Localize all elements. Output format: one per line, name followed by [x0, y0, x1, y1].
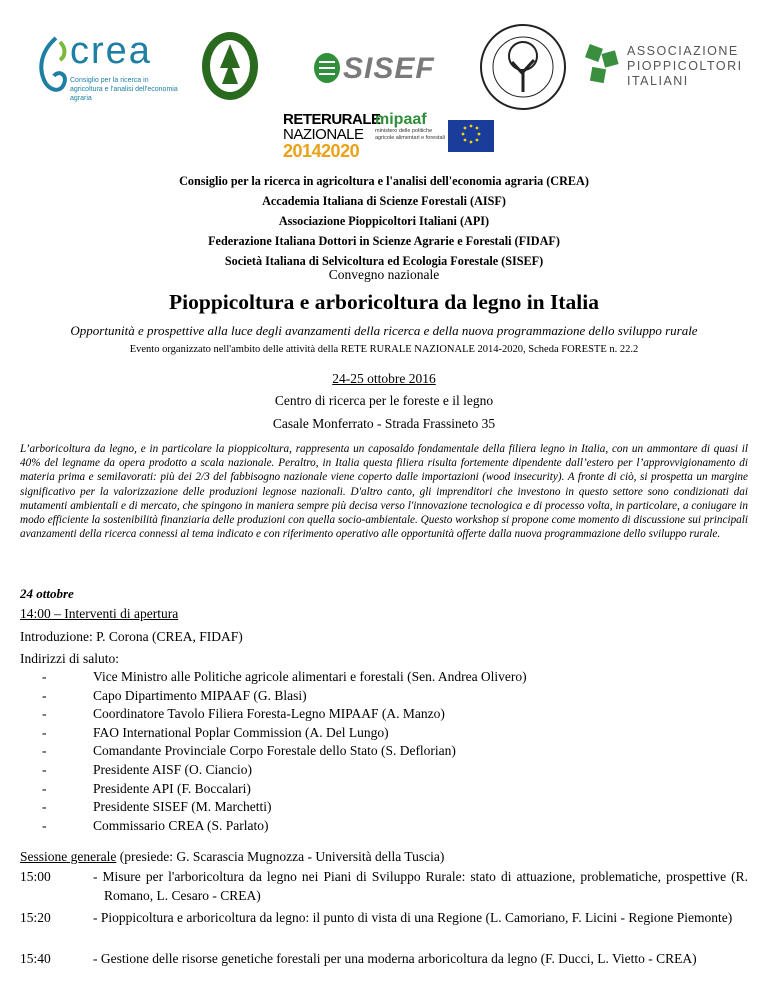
greetings-label: Indirizzi di saluto: [20, 651, 119, 666]
session-label: Sessione generale [20, 849, 117, 864]
sisef-wordmark: SISEF [343, 52, 435, 85]
mipaaf-logo [375, 112, 445, 141]
introduction-line: Introduzione: P. Corona (CREA, FIDAF) [20, 629, 243, 644]
opening-heading: 14:00 – Interventi di apertura [20, 606, 179, 621]
sponsor-row [0, 112, 768, 162]
organizer-2: Accademia Italiana di Scienze Forestali (AISF) [262, 194, 506, 208]
session-heading [20, 849, 444, 865]
tree-seal-logo [478, 22, 568, 112]
event-date: 24-25 ottobre 2016 [332, 371, 436, 386]
crea-logo [40, 30, 178, 102]
api-line-3: ITALIANI [627, 74, 689, 88]
organizer-3: Associazione Pioppicoltori Italiani (API) [278, 214, 490, 228]
aisf-emblem-icon [198, 28, 262, 104]
api-logo [583, 40, 753, 95]
talk-item [20, 909, 748, 928]
rrn-line-2: NAZIONALE [283, 126, 364, 143]
talk-time: 15:40 [20, 951, 51, 966]
talk-description: - Pioppicoltura e arboricoltura da legno: il punto di vista di una Regione (L. Camoriano, F. Licini - Regione Piemonte) [93, 910, 733, 925]
eu-flag-icon [448, 120, 494, 152]
talk-item [20, 868, 748, 905]
page-subtitle: Opportunità e prospettive alla luce degli avanzamenti della ricerca e della nuova programmazione dello sviluppo rurale [70, 323, 698, 338]
rrn-line-1: RETERURALE [283, 111, 381, 128]
convegno-label: Convegno nazionale [328, 267, 440, 282]
talk-item [20, 950, 748, 969]
session-chair: (presiede: G. Scarascia Mugnozza - Università della Tuscia) [116, 849, 445, 864]
organizer-5: Società Italiana di Selvicoltura ed Ecologia Forestale (SISEF) [224, 254, 544, 268]
tree-seal-icon [478, 22, 568, 112]
crea-drop-icon [36, 36, 70, 98]
organizer-1: Consiglio per la ricerca in agricoltura e l'analisi dell'economia agraria (CREA) [179, 174, 589, 188]
talk-time: 15:00 [20, 869, 51, 884]
organizer-4: Federazione Italiana Dottori in Scienze Agrarie e Forestali (FIDAF) [208, 234, 560, 248]
crea-subtitle: Consiglio per la ricerca in agricoltura e l'analisi dell'economia agraria [70, 77, 178, 102]
day-heading: 24 ottobre [20, 586, 74, 601]
mipaaf-subtitle: ministero delle politiche agricole alimentari e forestali [375, 128, 446, 141]
logo-row [0, 20, 768, 105]
event-venue: Centro di ricerca per le foreste e il legno [274, 393, 494, 408]
crea-wordmark: crea [70, 30, 152, 72]
talk-description: - Misure per l'arboricoltura da legno nei Piani di Sviluppo Rurale: stato di attuazione, problematiche, prospettive (R. Romano, L. Cesaro - CREA) [93, 869, 748, 903]
organizers-list [0, 171, 768, 271]
talk-description: - Gestione delle risorse genetiche forestali per una moderna arboricoltura da legno (F. Ducci, L. Vietto - CREA) [93, 951, 697, 966]
abstract-text: L’arboricoltura da legno, e in particolare la pioppicoltura, rappresenta un caposaldo fondamentale della filiera legno in Italia, con un ammontare di quasi il 40% del legname da opera prodotto a scala nazionale. Peraltro, in Italia questa filiera risulta fortemente dipendente dall’estero per l’approvvigionamento di materia prima e semilavorati: più dei 2/3 del fabbisogno nazionale viene coperto dalle importazioni (wood insecurity). A fronte di ciò, si prospetta un margine significativo per la valorizzazione delle produzioni legnose nazionali. D'altro canto, gli imprenditori che investono in questo settore sono condizionati dai mutamenti ambientali e di mercato, che spingono in maniera sempre più decisa verso l'innovazione tecnologica e di processo volta, in particolare, a coniugare in modo efficiente la sostenibilità finanziaria delle produzioni con quella socio-ambientale. Questo workshop si propone come momento di discussione sui principali avanzamenti della ricerca connessi al tema indicato e con riferimento operativo alle opportunità offerte dalla nuova programmazione dello sviluppo rurale. [20, 443, 748, 541]
api-line-2: PIOPPICOLTORI [627, 59, 743, 73]
rete-rurale-logo [283, 111, 381, 161]
page-title: Pioppicoltura e arboricoltura da legno in Italia [169, 290, 599, 314]
mipaaf-wordmark: mipaaf [375, 111, 427, 128]
event-address: Casale Monferrato - Strada Frassineto 35 [272, 416, 496, 431]
talk-time: 15:20 [20, 910, 51, 925]
event-note: Evento organizzato nell'ambito delle attività della RETE RURALE NAZIONALE 2014-2020, Scheda FORESTE n. 22.2 [129, 344, 639, 355]
api-line-1: ASSOCIAZIONE [627, 44, 739, 58]
aisf-emblem [198, 28, 262, 104]
api-leaves-icon [583, 42, 623, 90]
sisef-logo [313, 50, 458, 90]
rrn-line-3: 20142020 [283, 141, 360, 161]
leaf-icon [313, 52, 341, 84]
